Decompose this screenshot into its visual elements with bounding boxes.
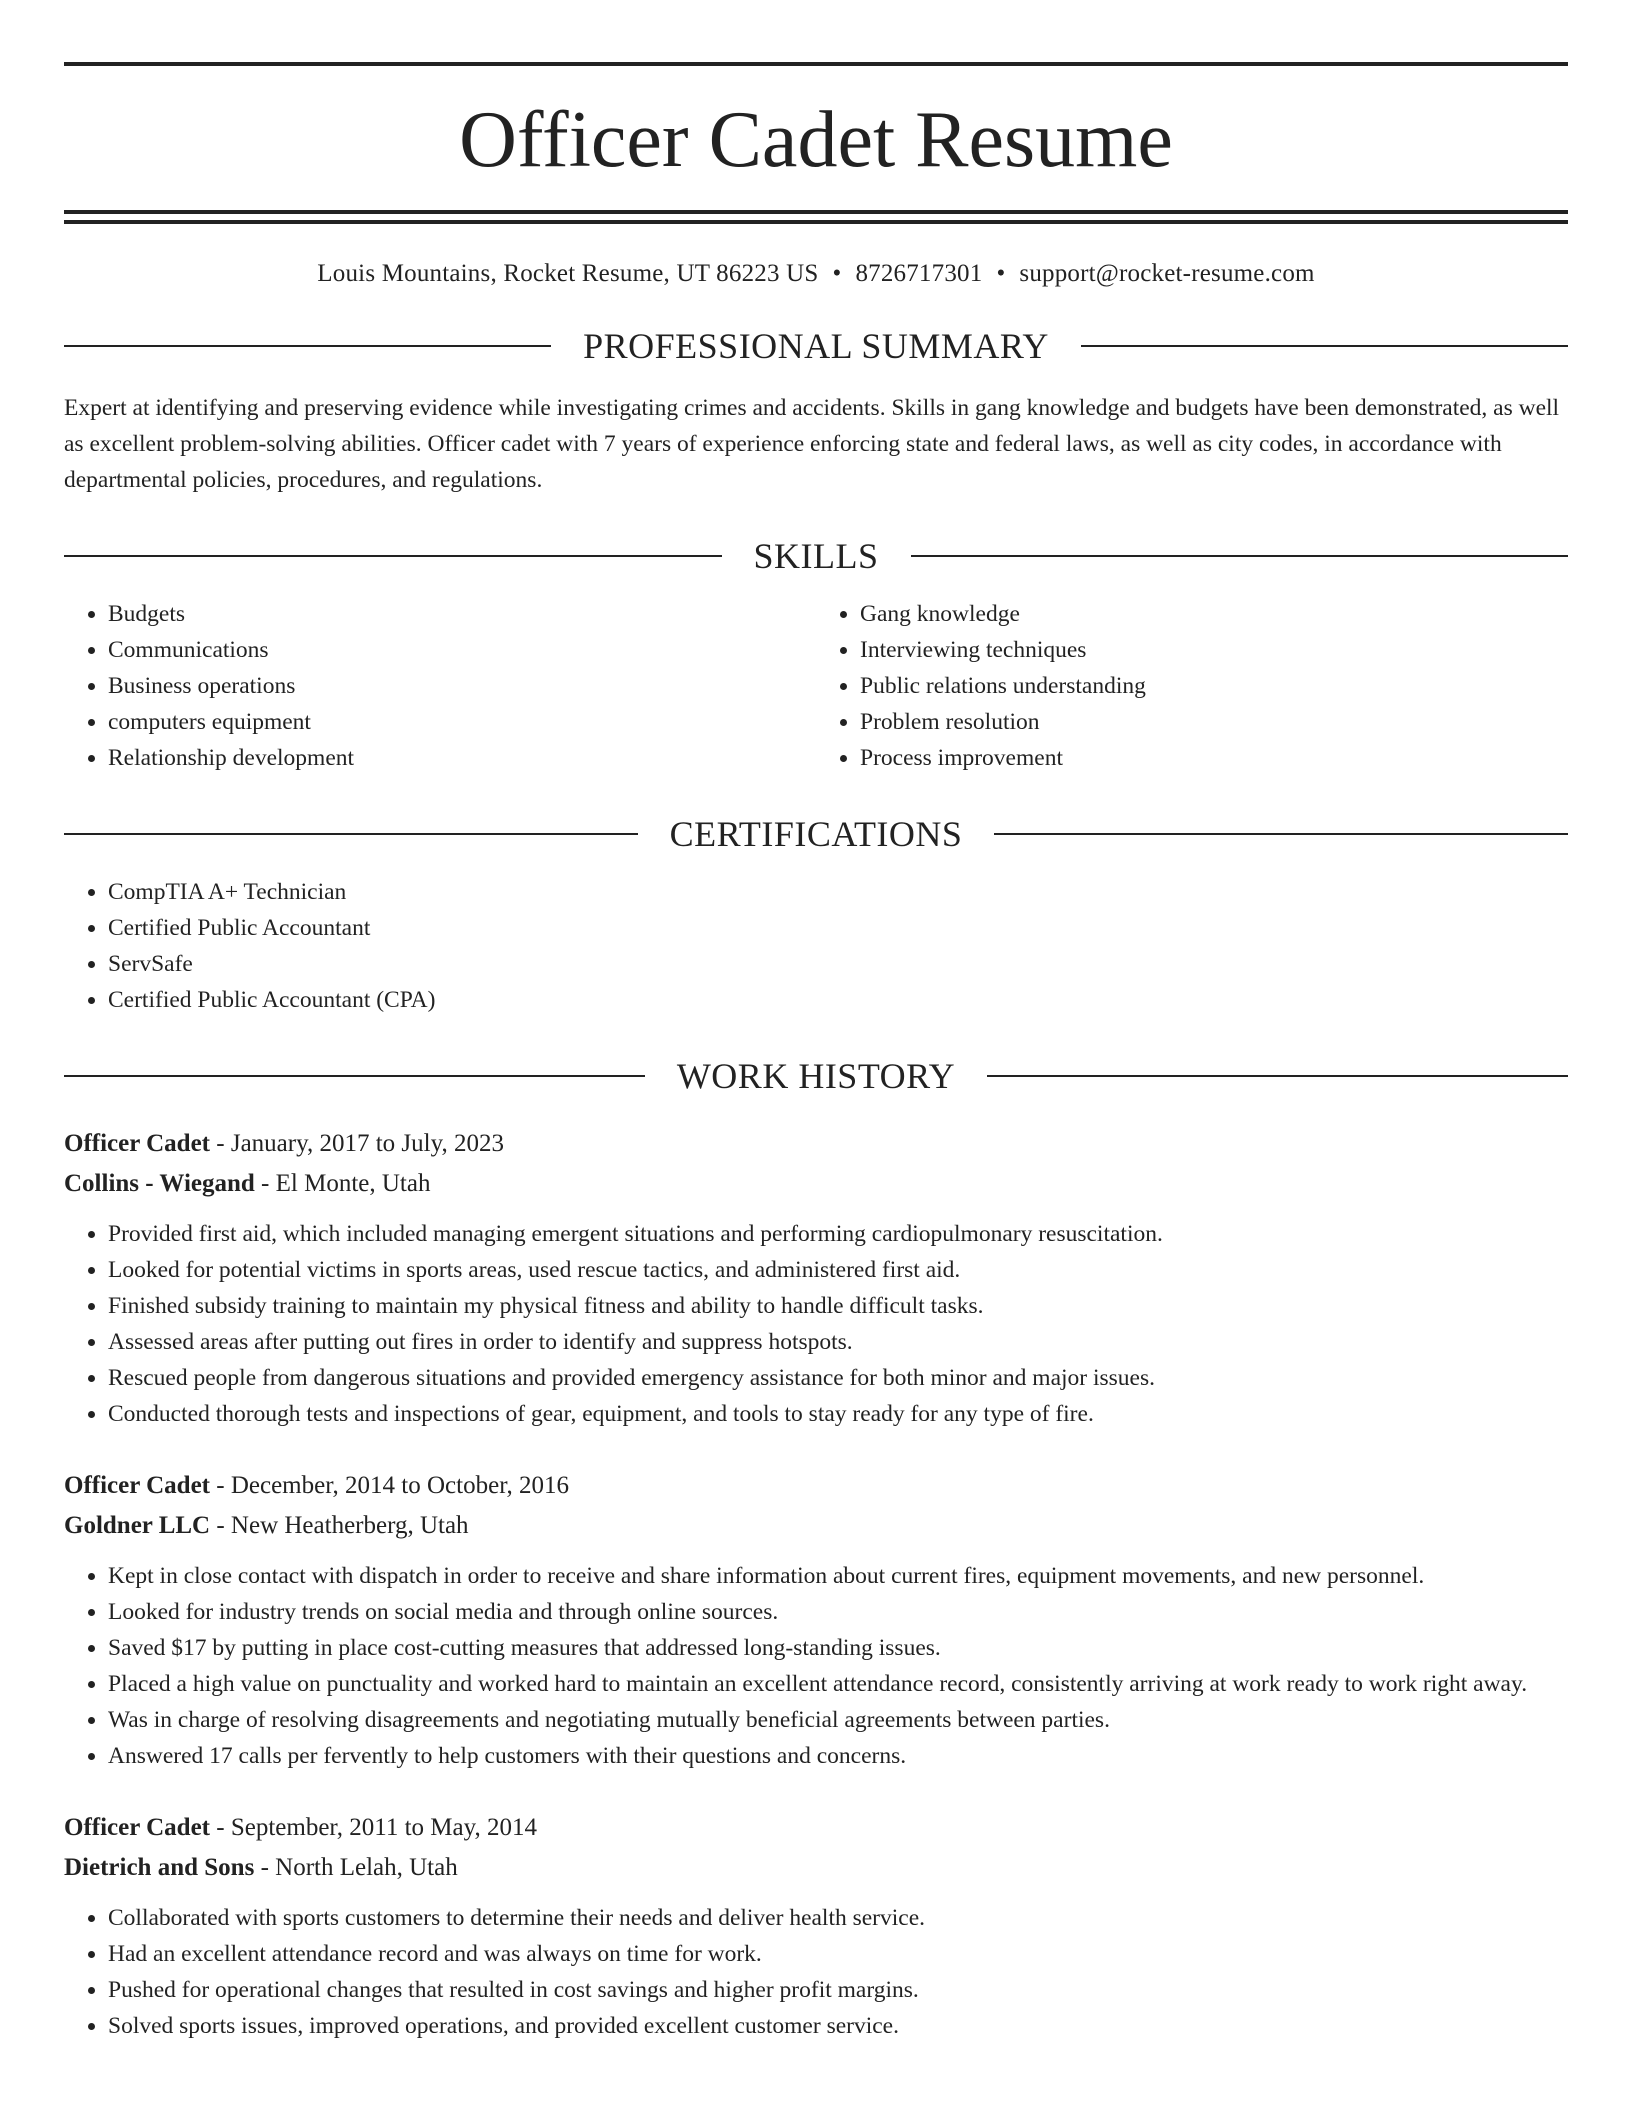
job-title: Officer Cadet: [64, 1814, 211, 1841]
job-bullet: • Kept in close contact with dispatch in order to receive and share information about current fires, equipment movements, and new personnel.: [108, 1558, 1568, 1594]
job-bullet: • Solved sports issues, improved operations, and provided excellent customer service.: [108, 2008, 1568, 2044]
job-bullet: • Looked for industry trends on social media and through online sources.: [108, 1594, 1568, 1630]
job-company: Goldner LLC: [64, 1512, 211, 1539]
skill-item: • Budgets: [108, 596, 816, 632]
section-title: SKILLS: [753, 536, 879, 576]
contact-phone: 8726717301: [855, 260, 983, 287]
contact-line: [64, 260, 1568, 288]
job-company-line: [64, 1164, 1568, 1204]
section-title: PROFESSIONAL SUMMARY: [583, 326, 1049, 366]
contact-separator: •: [832, 260, 842, 287]
job-title: Officer Cadet: [64, 1130, 211, 1157]
job-bullet: • Was in charge of resolving disagreements and negotiating mutually beneficial agreements between parties.: [108, 1702, 1568, 1738]
certification-item: • Certified Public Accountant (CPA): [108, 982, 1568, 1018]
certification-item: • Certified Public Accountant: [108, 910, 1568, 946]
contact-separator: •: [996, 260, 1006, 287]
resume-title: Officer Cadet Resume: [459, 96, 1173, 184]
skill-item: • computers equipment: [108, 704, 816, 740]
job-bullets: [64, 1558, 1568, 1774]
job-bullet: • Had an excellent attendance record and was always on time for work.: [108, 1936, 1568, 1972]
skill-item: • Gang knowledge: [860, 596, 1568, 632]
job-bullet: • Saved $17 by putting in place cost-cutting measures that addressed long-standing issues.: [108, 1630, 1568, 1666]
job-bullets: [64, 1216, 1568, 1432]
section-rule: [64, 1075, 645, 1077]
section-rule: [911, 555, 1569, 557]
job-bullet: • Looked for potential victims in sports areas, used rescue tactics, and administered first aid.: [108, 1252, 1568, 1288]
job-bullet: • Conducted thorough tests and inspections of gear, equipment, and tools to stay ready for any type of fire.: [108, 1396, 1568, 1432]
job-dates: - January, 2017 to July, 2023: [210, 1130, 504, 1157]
skill-item: • Public relations understanding: [860, 668, 1568, 704]
resume-page: [64, 0, 1568, 2044]
job-title-line: [64, 1466, 1568, 1506]
skills-column-right: [816, 596, 1568, 776]
job-entry: [64, 1124, 1568, 1432]
job-bullet: • Placed a high value on punctuality and worked hard to maintain an excellent attendance record, consistently arriving at work ready to work right away.: [108, 1666, 1568, 1702]
skill-item: • Process improvement: [860, 740, 1568, 776]
section-rule: [64, 833, 638, 835]
job-bullet: • Rescued people from dangerous situations and provided emergency assistance for both minor and major issues.: [108, 1360, 1568, 1396]
job-location: - North Lelah, Utah: [254, 1854, 458, 1881]
job-dates: - December, 2014 to October, 2016: [210, 1472, 570, 1499]
section-title: WORK HISTORY: [676, 1056, 956, 1096]
job-title-line: [64, 1808, 1568, 1848]
section-header-skills: [64, 538, 1568, 574]
job-location: - New Heatherberg, Utah: [210, 1512, 469, 1539]
certifications-list: [64, 874, 1568, 1018]
job-title: Officer Cadet: [64, 1472, 211, 1499]
contact-email: support@rocket-resume.com: [1019, 260, 1315, 287]
section-header-work-history: [64, 1058, 1568, 1094]
section-header-certifications: [64, 816, 1568, 852]
section-rule: [987, 1075, 1568, 1077]
title-rule-upper: [64, 210, 1568, 214]
section-rule: [64, 555, 722, 557]
summary-text: Expert at identifying and preserving evidence while investigating crimes and accidents. Skills in gang knowledge and budgets have been demonstrated, as well as excellent problem-solving abilities. Officer cadet with 7 years of experience enforcing state and federal laws, as well as city codes, in accordance with departmental policies, procedures, and regulations.: [64, 395, 1560, 493]
top-rule: [64, 62, 1568, 66]
job-bullets: [64, 1900, 1568, 2044]
certification-item: • ServSafe: [108, 946, 1568, 982]
job-bullet: • Assessed areas after putting out fires in order to identify and suppress hotspots.: [108, 1324, 1568, 1360]
title-rule-lower: [64, 220, 1568, 224]
section-rule: [1081, 345, 1568, 347]
section-title: CERTIFICATIONS: [669, 814, 963, 854]
skill-item: • Problem resolution: [860, 704, 1568, 740]
job-company-line: [64, 1848, 1568, 1888]
job-company: Dietrich and Sons: [64, 1854, 255, 1881]
job-bullet: • Pushed for operational changes that resulted in cost savings and higher profit margins.: [108, 1972, 1568, 2008]
skills-list: [64, 596, 1568, 776]
contact-address: Louis Mountains, Rocket Resume, UT 86223 US: [317, 260, 819, 287]
job-entry: [64, 1808, 1568, 2044]
section-header-summary: [64, 328, 1568, 364]
skill-item: • Relationship development: [108, 740, 816, 776]
job-company: Collins - Wiegand: [64, 1170, 255, 1197]
job-title-line: [64, 1124, 1568, 1164]
job-entry: [64, 1466, 1568, 1774]
job-bullet: • Answered 17 calls per fervently to help customers with their questions and concerns.: [108, 1738, 1568, 1774]
skills-column-left: [64, 596, 816, 776]
skill-item: • Business operations: [108, 668, 816, 704]
skill-item: • Communications: [108, 632, 816, 668]
skill-item: • Interviewing techniques: [860, 632, 1568, 668]
certification-item: • CompTIA A+ Technician: [108, 874, 1568, 910]
job-company-line: [64, 1506, 1568, 1546]
job-bullet: • Collaborated with sports customers to determine their needs and deliver health service.: [108, 1900, 1568, 1936]
job-dates: - September, 2011 to May, 2014: [210, 1814, 537, 1841]
job-bullet: • Provided first aid, which included managing emergent situations and performing cardiopulmonary resuscitation.: [108, 1216, 1568, 1252]
job-bullet: • Finished subsidy training to maintain my physical fitness and ability to handle difficult tasks.: [108, 1288, 1568, 1324]
section-rule: [994, 833, 1568, 835]
section-rule: [64, 345, 551, 347]
job-location: - El Monte, Utah: [254, 1170, 431, 1197]
